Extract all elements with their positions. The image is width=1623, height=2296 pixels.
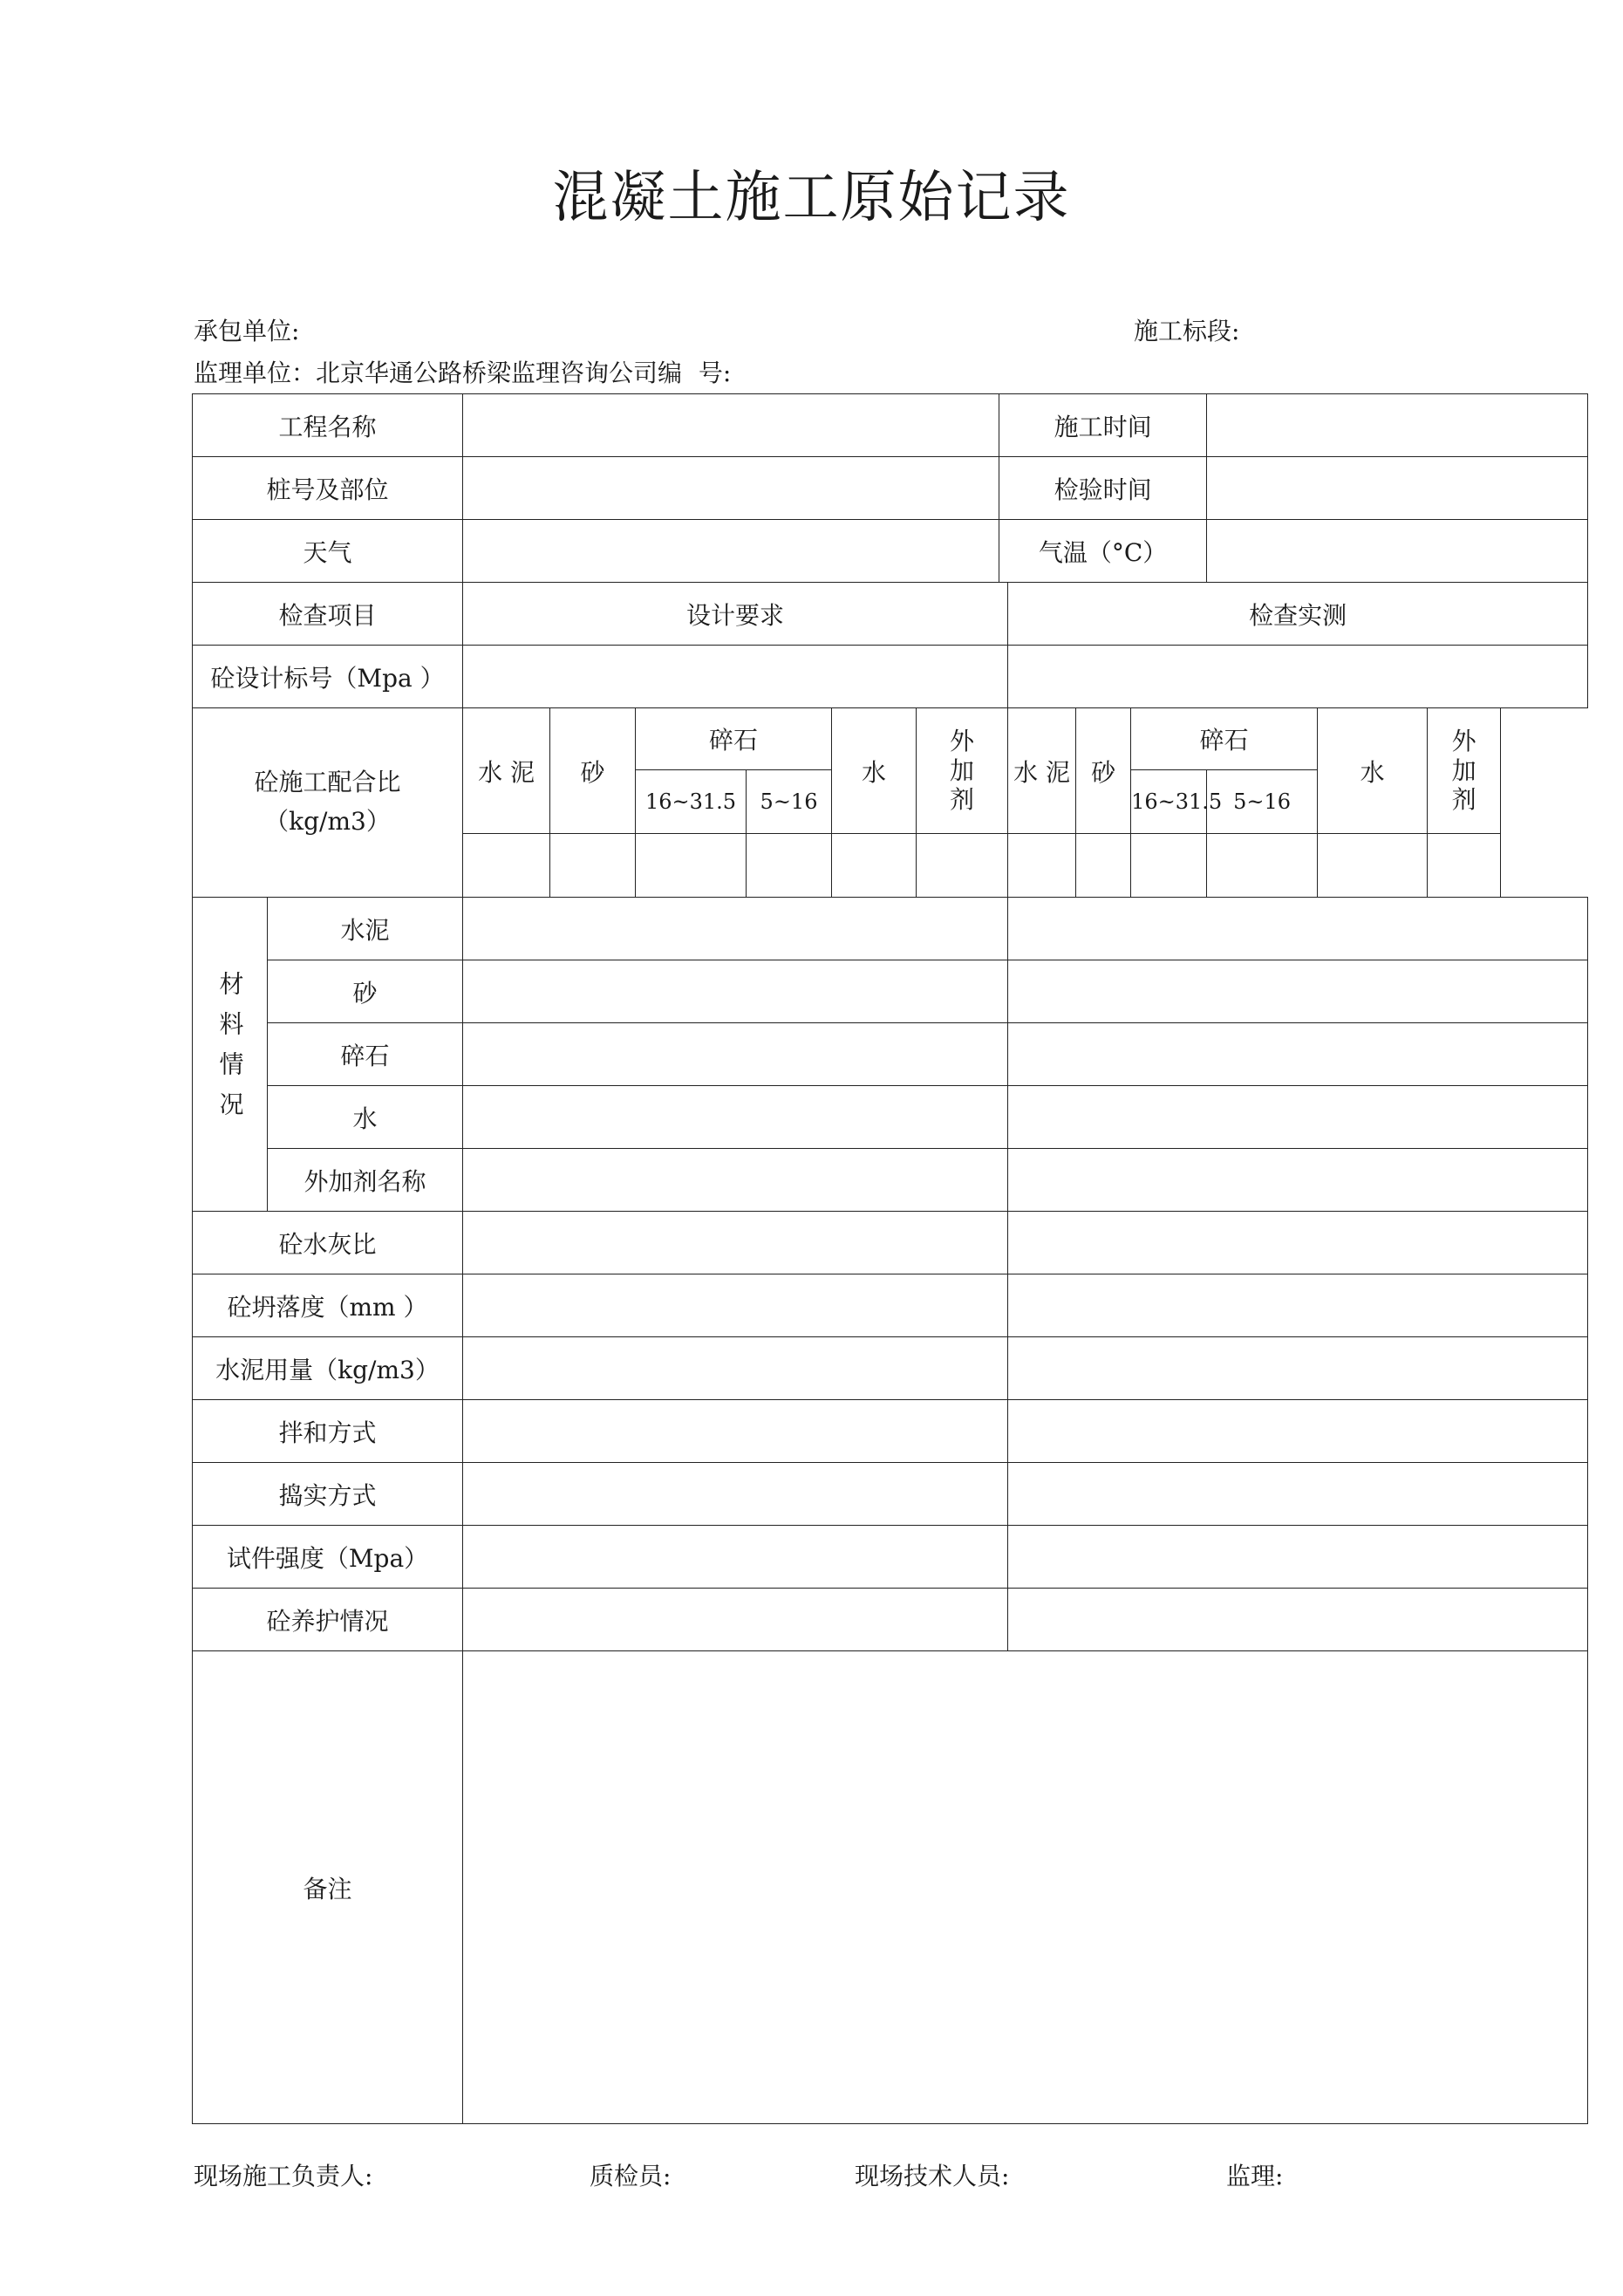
measured-gravel-size-1: 16~31.5 — [1131, 770, 1207, 834]
row-label: 砼水灰比 — [193, 1212, 463, 1274]
temperature-label: 气温（°C） — [999, 520, 1207, 583]
design-field[interactable] — [463, 1400, 1008, 1463]
row-check-header — [193, 583, 1588, 646]
material-label: 碎石 — [268, 1023, 463, 1086]
row-material-sand — [193, 960, 1588, 1023]
project-name-label: 工程名称 — [193, 394, 463, 457]
measured-field[interactable] — [1008, 1589, 1588, 1651]
material-measured-field[interactable] — [1008, 1149, 1588, 1212]
mix-ratio-unit: （kg/m3） — [264, 807, 391, 836]
construction-time-label: 施工时间 — [999, 394, 1207, 457]
mix-ratio-label — [193, 708, 463, 898]
design-grade-label: 砼设计标号（Mpa ） — [193, 646, 463, 708]
design-gravel-1-value[interactable] — [636, 834, 747, 898]
measured-sand-header: 砂 — [1076, 708, 1131, 834]
row-project-name — [193, 394, 1588, 457]
design-grade-required[interactable] — [463, 646, 1008, 708]
material-measured-field[interactable] — [1008, 1023, 1588, 1086]
weather-label: 天气 — [193, 520, 463, 583]
measured-field[interactable] — [1008, 1274, 1588, 1337]
row-station-part — [193, 457, 1588, 520]
design-gravel-size-1: 16~31.5 — [636, 770, 747, 834]
design-cement-value[interactable] — [463, 834, 550, 898]
row-label: 拌和方式 — [193, 1400, 463, 1463]
row-label: 水泥用量（kg/m3） — [193, 1337, 463, 1400]
material-measured-field[interactable] — [1008, 960, 1588, 1023]
row-label: 砼养护情况 — [193, 1589, 463, 1651]
remarks-field[interactable] — [463, 1651, 1588, 2124]
station-part-label: 桩号及部位 — [193, 457, 463, 520]
measured-gravel-1-value[interactable] — [1131, 834, 1207, 898]
measured-cement-value[interactable] — [1008, 834, 1076, 898]
measured-field[interactable] — [1008, 1212, 1588, 1274]
design-admixture-value[interactable] — [917, 834, 1008, 898]
construction-time-field[interactable] — [1207, 394, 1588, 457]
weather-field[interactable] — [463, 520, 999, 583]
measured-field[interactable] — [1008, 1526, 1588, 1589]
table-row — [193, 1337, 1588, 1400]
measured-water-value[interactable] — [1318, 834, 1428, 898]
material-label: 水泥 — [268, 898, 463, 960]
measured-field[interactable] — [1008, 1400, 1588, 1463]
measured-gravel-header: 碎石 — [1131, 708, 1318, 770]
design-field[interactable] — [463, 1337, 1008, 1400]
design-requirement-header: 设计要求 — [463, 583, 1008, 646]
design-cement-header: 水 泥 — [463, 708, 550, 834]
table-row — [193, 1526, 1588, 1589]
design-field[interactable] — [463, 1526, 1008, 1589]
design-field[interactable] — [463, 1212, 1008, 1274]
temperature-field[interactable] — [1207, 520, 1588, 583]
check-item-label: 检查项目 — [193, 583, 463, 646]
station-part-field[interactable] — [463, 457, 999, 520]
design-sand-header: 砂 — [550, 708, 636, 834]
site-manager-label: 现场施工负责人: — [194, 2162, 373, 2190]
materials-group-label — [193, 898, 268, 1212]
material-design-field[interactable] — [463, 1086, 1008, 1149]
measured-header: 检查实测 — [1008, 583, 1588, 646]
materials-group-text: 材料情况 — [215, 971, 245, 1131]
design-field[interactable] — [463, 1274, 1008, 1337]
design-admixture-text: 外加剂 — [950, 727, 975, 815]
row-design-grade — [193, 646, 1588, 708]
design-water-value[interactable] — [832, 834, 917, 898]
measured-water-header: 水 — [1318, 708, 1428, 834]
material-design-field[interactable] — [463, 898, 1008, 960]
material-design-field[interactable] — [463, 1149, 1008, 1212]
material-design-field[interactable] — [463, 1023, 1008, 1086]
row-mix-header-1 — [193, 708, 1588, 770]
table-row — [193, 1589, 1588, 1651]
row-material-cement — [193, 898, 1588, 960]
inspection-time-field[interactable] — [1207, 457, 1588, 520]
mix-ratio-title: 砼施工配合比 — [254, 768, 401, 797]
remarks-label: 备注 — [193, 1651, 463, 2124]
table-row — [193, 1400, 1588, 1463]
measured-field[interactable] — [1008, 1337, 1588, 1400]
material-measured-field[interactable] — [1008, 898, 1588, 960]
row-weather — [193, 520, 1588, 583]
design-gravel-size-2: 5~16 — [747, 770, 832, 834]
design-gravel-2-value[interactable] — [747, 834, 832, 898]
measured-gravel-size-2: 5~16 — [1207, 770, 1318, 834]
material-design-field[interactable] — [463, 960, 1008, 1023]
inspector-label: 质检员: — [590, 2162, 672, 2190]
table-row — [193, 1463, 1588, 1526]
record-table — [192, 393, 1588, 2124]
measured-cement-header: 水 泥 — [1008, 708, 1076, 834]
material-measured-field[interactable] — [1008, 1086, 1588, 1149]
supervisor-name: 监理单位：北京华通公路桥梁监理咨询公司编 — [194, 359, 683, 387]
design-water-header: 水 — [832, 708, 917, 834]
row-label: 捣实方式 — [193, 1463, 463, 1526]
material-label: 砂 — [268, 960, 463, 1023]
measured-sand-value[interactable] — [1076, 834, 1131, 898]
project-name-field[interactable] — [463, 394, 999, 457]
table-row — [193, 1274, 1588, 1337]
row-remarks — [193, 1651, 1588, 2124]
row-material-admixture — [193, 1149, 1588, 1212]
measured-admixture-header — [1428, 708, 1501, 834]
technician-label: 现场技术人员: — [855, 2162, 1010, 2190]
design-admixture-header — [917, 708, 1008, 834]
section-label: 施工标段: — [1134, 317, 1240, 345]
design-gravel-header: 碎石 — [636, 708, 832, 770]
measured-admixture-text: 外加剂 — [1451, 727, 1476, 815]
measured-gravel-2-value[interactable] — [1207, 834, 1318, 898]
row-material-gravel — [193, 1023, 1588, 1086]
design-grade-measured[interactable] — [1008, 646, 1588, 708]
supervisor-label — [194, 354, 731, 389]
row-label: 砼坍落度（mm ） — [193, 1274, 463, 1337]
measured-field[interactable] — [1008, 1463, 1588, 1526]
row-material-water — [193, 1086, 1588, 1149]
material-label: 外加剂名称 — [268, 1149, 463, 1212]
design-sand-value[interactable] — [550, 834, 636, 898]
table-row — [193, 1212, 1588, 1274]
measured-admixture-value[interactable] — [1428, 834, 1501, 898]
page-title: 混凝土施工原始记录 — [552, 166, 1071, 230]
design-field[interactable] — [463, 1589, 1008, 1651]
supervision-label: 监理: — [1226, 2162, 1284, 2190]
row-label: 试件强度（Mpa） — [193, 1526, 463, 1589]
number-label: 号: — [698, 359, 732, 387]
inspection-time-label: 检验时间 — [999, 457, 1207, 520]
design-field[interactable] — [463, 1463, 1008, 1526]
contractor-label: 承包单位: — [194, 317, 300, 345]
material-label: 水 — [268, 1086, 463, 1149]
